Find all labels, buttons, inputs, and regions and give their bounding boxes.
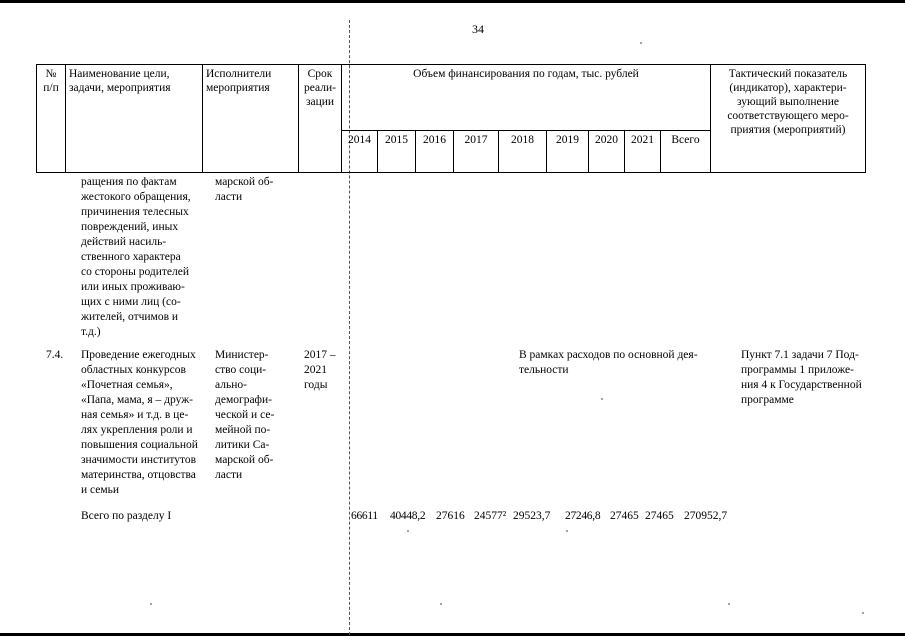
year-2016: 2016: [416, 131, 454, 173]
bottom-rule: [0, 633, 905, 636]
continued-name: ращения по фактам жестокого обращения, причинения телесных повреждений, иных действий насиль- ственного характера со стороны родителей или иных проживаю- щих с ними лиц (со- жителей, отчимов и т.д.): [81, 176, 191, 338]
year-2015: 2015: [378, 131, 416, 173]
header-name: Наименование цели, задачи, мероприятия: [66, 65, 203, 173]
total-2017: 24577²: [474, 510, 507, 522]
scan-speck: [566, 530, 568, 532]
scan-speck: [862, 612, 864, 614]
header-executors: Исполнители мероприятия: [203, 65, 299, 173]
total-2021: 27465: [645, 510, 674, 522]
year-2014: 2014: [342, 131, 378, 173]
total-2019: 27246,8: [565, 510, 601, 522]
top-rule: [0, 0, 905, 3]
scan-speck: [640, 42, 642, 44]
total-2016: 27616: [436, 510, 465, 522]
total-2014: 66611: [351, 510, 378, 522]
scan-speck: [440, 603, 442, 605]
total-label: Всего по разделу I: [81, 510, 172, 522]
total-2020: 27465: [610, 510, 639, 522]
total-2015: 40448,2: [390, 510, 426, 522]
page-number: 34: [472, 22, 484, 36]
row-indicator: Пункт 7.1 задачи 7 Под- программы 1 приложе- ния 4 к Государственной программе: [741, 349, 862, 406]
row-term: 2017 – 2021 годы: [304, 349, 336, 391]
year-2020: 2020: [589, 131, 625, 173]
row-financing-note: В рамках расходов по основной дея- тельности: [519, 349, 698, 376]
total-2018: 29523,7: [513, 510, 551, 522]
scan-speck: [601, 398, 603, 400]
header-indicator: Тактический показатель (индикатор), характери- зующий выполнение соответствующего меро- приятия (мероприятий): [711, 65, 866, 173]
total-sum: 270952,7: [684, 510, 728, 522]
year-2019: 2019: [547, 131, 589, 173]
header-finance: Объем финансирования по годам, тыс. рублей: [342, 65, 711, 131]
header-num: № п/п: [37, 65, 66, 173]
header-term: Срок реали- зации: [299, 65, 342, 173]
row-name: Проведение ежегодных областных конкурсов «Почетная семья», «Папа, мама, я – друж- ная семья» и т.д. в це- лях укрепления роли и повышения социальной значимости институтов материнства, отцовства и семьи: [81, 349, 198, 496]
year-2017: 2017: [454, 131, 499, 173]
year-2021: 2021: [625, 131, 661, 173]
row-executor: Министер- ство соци- ально- демографи- ческой и се- мейной по- литики Са- марской об- ласти: [215, 349, 275, 481]
scan-speck: [407, 530, 409, 532]
year-total: Всего: [661, 131, 711, 173]
table-header: [36, 64, 866, 173]
continued-executor: марской об- ласти: [215, 176, 274, 203]
scan-speck: [728, 603, 730, 605]
row-number: 7.4.: [46, 349, 64, 361]
year-2018: 2018: [499, 131, 547, 173]
scan-speck: [150, 603, 152, 605]
